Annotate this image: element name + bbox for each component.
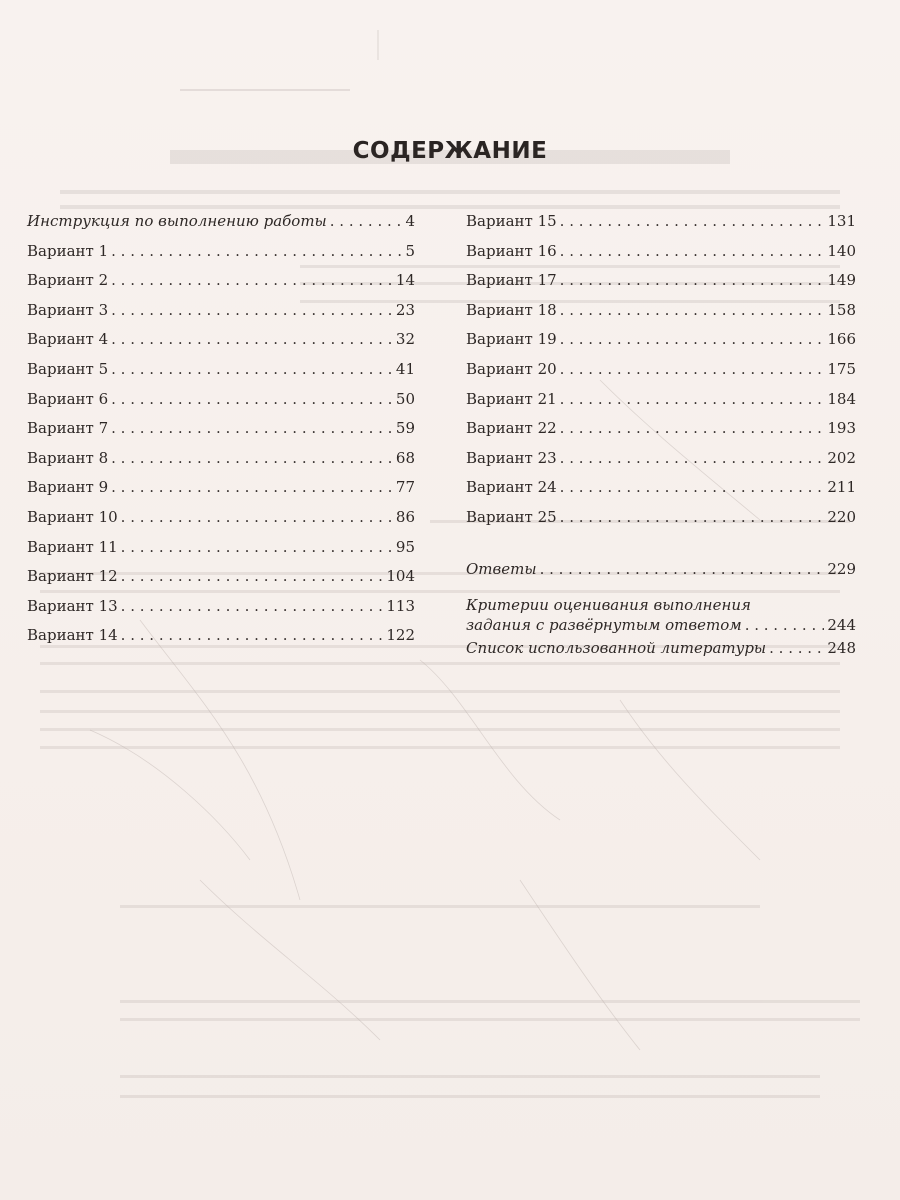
leader-dots	[560, 242, 825, 260]
toc-entry-label: Ответы	[466, 559, 537, 578]
leader-dots	[111, 330, 393, 348]
toc-entry-variant	[466, 390, 856, 420]
toc-entry-label: Вариант 24	[466, 478, 557, 497]
toc-entry-label: Инструкция по выполнению работы	[27, 212, 327, 230]
toc-entry-label: Вариант 1	[27, 241, 109, 260]
leader-dots	[121, 538, 393, 556]
toc-entry-variant	[466, 360, 856, 390]
toc-entry-label: Вариант 22	[466, 419, 557, 438]
toc-entry-answers	[466, 560, 856, 590]
toc-left-column	[27, 212, 415, 656]
toc-entry-page: 131	[827, 212, 856, 230]
leader-dots	[111, 478, 393, 496]
toc-entry-label: Вариант 19	[466, 330, 557, 349]
toc-entry-page: 149	[827, 271, 856, 290]
toc-entry-label: Вариант 17	[466, 271, 557, 290]
toc-entry-variant	[27, 242, 415, 272]
toc-entry-label: Список использованной литературы	[466, 639, 767, 658]
toc-entry-page: 248	[827, 639, 856, 658]
toc-entry-page: 140	[827, 241, 856, 260]
toc-entry-label: Вариант 3	[27, 300, 109, 319]
toc-entry-page: 95	[395, 537, 415, 556]
toc-entry-variant	[27, 390, 415, 420]
toc-entry-variant	[466, 301, 856, 331]
leader-dots	[330, 212, 403, 230]
leader-dots	[111, 271, 393, 289]
toc-entry-page: 220	[827, 507, 856, 526]
toc-entry-label: Вариант 18	[466, 300, 557, 319]
toc-entry-page: 211	[827, 478, 856, 497]
toc-entry-page: 4	[405, 212, 415, 230]
leader-dots	[111, 360, 393, 378]
toc-entry-label: Вариант 21	[466, 389, 557, 408]
leader-dots	[540, 560, 825, 578]
toc-entry-page: 14	[395, 271, 415, 290]
toc-entry-variant	[466, 330, 856, 360]
toc-entry-page: 104	[386, 567, 415, 586]
leader-dots	[560, 271, 825, 289]
toc-entry-variant	[466, 212, 856, 242]
toc-entry-variant	[27, 597, 415, 627]
leader-dots	[560, 301, 825, 319]
leader-dots	[111, 419, 393, 437]
toc-entry-bibliography	[466, 639, 856, 669]
toc-entry-variant	[27, 419, 415, 449]
leader-dots	[121, 508, 393, 526]
toc-entry-page: 50	[395, 389, 415, 408]
toc-entry-label: Вариант 11	[27, 537, 118, 556]
toc-entry-page: 5	[405, 241, 415, 260]
toc-entry-page: 77	[395, 478, 415, 497]
toc-entry-variant	[27, 626, 415, 656]
leader-dots	[560, 212, 825, 230]
toc-entry-page: 113	[386, 596, 415, 615]
toc-entry-label: Вариант 25	[466, 507, 557, 526]
toc-entry-page: 122	[386, 626, 415, 645]
toc-entry-variant	[27, 449, 415, 479]
leader-dots	[111, 449, 393, 467]
toc-entry-page: 86	[395, 507, 415, 526]
toc-entry-page: 244	[827, 616, 856, 635]
toc-entry-variant	[27, 271, 415, 301]
toc-entry-page: 229	[827, 559, 856, 578]
toc-entry-page: 184	[827, 389, 856, 408]
leader-dots	[111, 301, 393, 319]
toc-entry-page: 166	[827, 330, 856, 349]
toc-entry-variant	[466, 419, 856, 449]
toc-entry-label: Вариант 20	[466, 359, 557, 378]
toc-entry-page: 32	[395, 330, 415, 349]
leader-dots	[111, 390, 393, 408]
leader-dots	[769, 639, 824, 657]
leader-dots	[560, 360, 825, 378]
section-gap	[466, 538, 856, 560]
toc-entry-variant	[27, 538, 415, 568]
leader-dots	[121, 567, 384, 585]
toc-entry-variant	[466, 449, 856, 479]
toc-entry-label: Вариант 13	[27, 596, 118, 615]
toc-entry-page: 41	[395, 359, 415, 378]
leader-dots	[560, 478, 825, 496]
leader-dots	[121, 597, 384, 615]
toc-entry-label: Вариант 16	[466, 241, 557, 260]
toc-entry-variant	[27, 508, 415, 538]
toc-entry-criteria	[466, 595, 856, 635]
toc-entry-page: 158	[827, 300, 856, 319]
toc-entry-label: Вариант 14	[27, 626, 118, 645]
toc-entry-page: 59	[395, 419, 415, 438]
toc-entry-variant	[27, 567, 415, 597]
toc-right-column	[466, 212, 856, 669]
toc-entry-variant	[466, 242, 856, 272]
toc-entry-label: Вариант 8	[27, 448, 109, 467]
toc-entry-page: 175	[827, 359, 856, 378]
toc-entry-variant	[27, 301, 415, 331]
toc-entry-variant	[466, 478, 856, 508]
toc-entry-page: 23	[395, 300, 415, 319]
toc-entry-label: Вариант 23	[466, 448, 557, 467]
page-title: СОДЕРЖАНИЕ	[352, 138, 548, 164]
toc-entry-label: Вариант 5	[27, 359, 109, 378]
toc-entry-label: Вариант 15	[466, 212, 557, 230]
leader-dots	[560, 390, 825, 408]
toc-entry-label: Вариант 6	[27, 389, 109, 408]
toc-entry-page: 68	[395, 448, 415, 467]
leader-dots	[560, 330, 825, 348]
toc-entry-label: Вариант 7	[27, 419, 109, 438]
toc-entry-variant	[27, 478, 415, 508]
toc-entry-variant	[27, 360, 415, 390]
toc-entry-label-line1: Критерии оценивания выполнения	[466, 596, 751, 615]
leader-dots	[560, 508, 825, 526]
leader-dots	[560, 419, 825, 437]
toc-entry-variant	[466, 271, 856, 301]
toc-entry-label: Вариант 2	[27, 271, 109, 290]
toc-entry-variant	[466, 508, 856, 538]
toc-entry-label-line2: задания с развёрнутым ответом	[466, 616, 742, 635]
toc-entry-label: Вариант 12	[27, 567, 118, 586]
toc-entry-variant	[27, 330, 415, 360]
toc-entry-page: 193	[827, 419, 856, 438]
toc-entry-label: Вариант 4	[27, 330, 109, 349]
toc-entry-label: Вариант 10	[27, 507, 118, 526]
leader-dots	[745, 615, 825, 635]
toc-entry-line2	[466, 615, 856, 635]
leader-dots	[560, 449, 825, 467]
toc-entry-label: Вариант 9	[27, 478, 109, 497]
toc-entry-instructions	[27, 212, 415, 242]
leader-dots	[121, 626, 384, 644]
leader-dots	[111, 242, 402, 260]
toc-entry-page: 202	[827, 448, 856, 467]
